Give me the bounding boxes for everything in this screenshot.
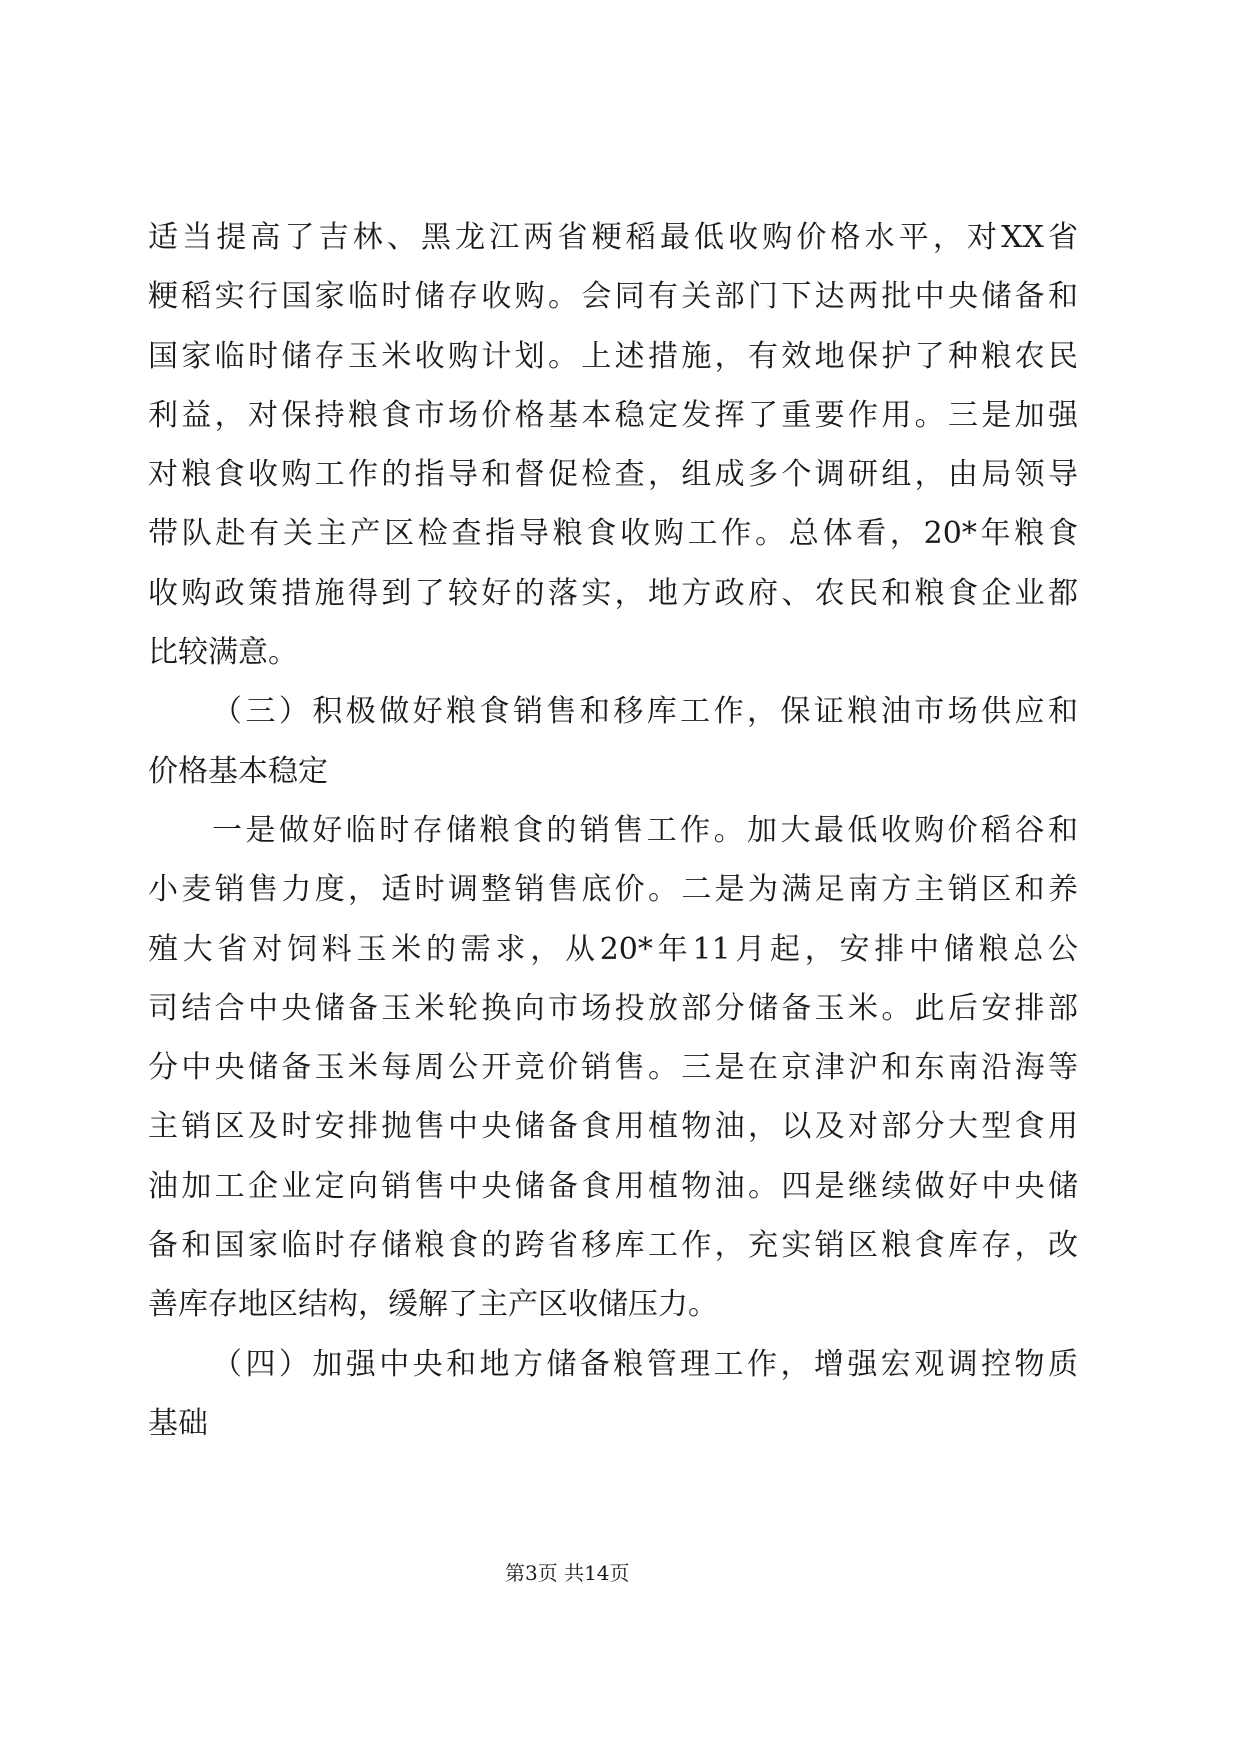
heading-line: （三）积极做好粮食销售和移库工作，保证粮油市场供应和: [212, 694, 1078, 730]
paragraph: [148, 208, 1078, 682]
text-line: 适当提高了吉林、黑龙江两省粳稻最低收购价格水平，对XX省: [148, 220, 1078, 255]
text-line: 对粮食收购工作的指导和督促检查，组成多个调研组，由局领导: [148, 457, 1078, 493]
text-line: 带队赴有关主产区检查指导粮食收购工作。总体看，20*年粮食: [148, 516, 1078, 552]
text-line: 小麦销售力度，适时调整销售底价。二是为满足南方主销区和养: [148, 872, 1078, 908]
text-line: 粳稻实行国家临时储存收购。会同有关部门下达两批中央储备和: [148, 279, 1078, 315]
section-heading: [148, 1335, 1078, 1454]
heading-line: 价格基本稳定: [148, 753, 328, 789]
heading-line: （四）加强中央和地方储备粮管理工作，增强宏观调控物质: [212, 1346, 1078, 1382]
text-line: 殖大省对饲料玉米的需求，从20*年11月起，安排中储粮总公: [148, 931, 1078, 967]
text-line: 善库存地区结构，缓解了主产区收储压力。: [148, 1287, 718, 1323]
page-footer: 第3页 共14页: [505, 1561, 630, 1585]
text-line: 备和国家临时存储粮食的跨省移库工作，充实销区粮食库存，改: [148, 1228, 1078, 1264]
text-line: 分中央储备玉米每周公开竞价销售。三是在京津沪和东南沿海等: [148, 1050, 1078, 1086]
text-line: 主销区及时安排抛售中央储备食用植物油，以及对部分大型食用: [148, 1109, 1078, 1145]
heading-line: 基础: [148, 1405, 208, 1441]
text-line: 收购政策措施得到了较好的落实，地方政府、农民和粮食企业都: [148, 575, 1078, 611]
text-line: 司结合中央储备玉米轮换向市场投放部分储备玉米。此后安排部: [148, 990, 1078, 1026]
body-text: [148, 208, 1078, 1453]
text-line: 比较满意。: [148, 635, 298, 671]
section-heading: [148, 682, 1078, 801]
text-line: 油加工企业定向销售中央储备食用植物油。四是继续做好中央储: [148, 1168, 1078, 1204]
text-line: 一是做好临时存储粮食的销售工作。加大最低收购价稻谷和: [212, 812, 1078, 848]
text-line: 利益，对保持粮食市场价格基本稳定发挥了重要作用。三是加强: [148, 397, 1078, 433]
paragraph: [148, 801, 1078, 1335]
text-line: 国家临时储存玉米收购计划。上述措施，有效地保护了种粮农民: [148, 338, 1078, 374]
